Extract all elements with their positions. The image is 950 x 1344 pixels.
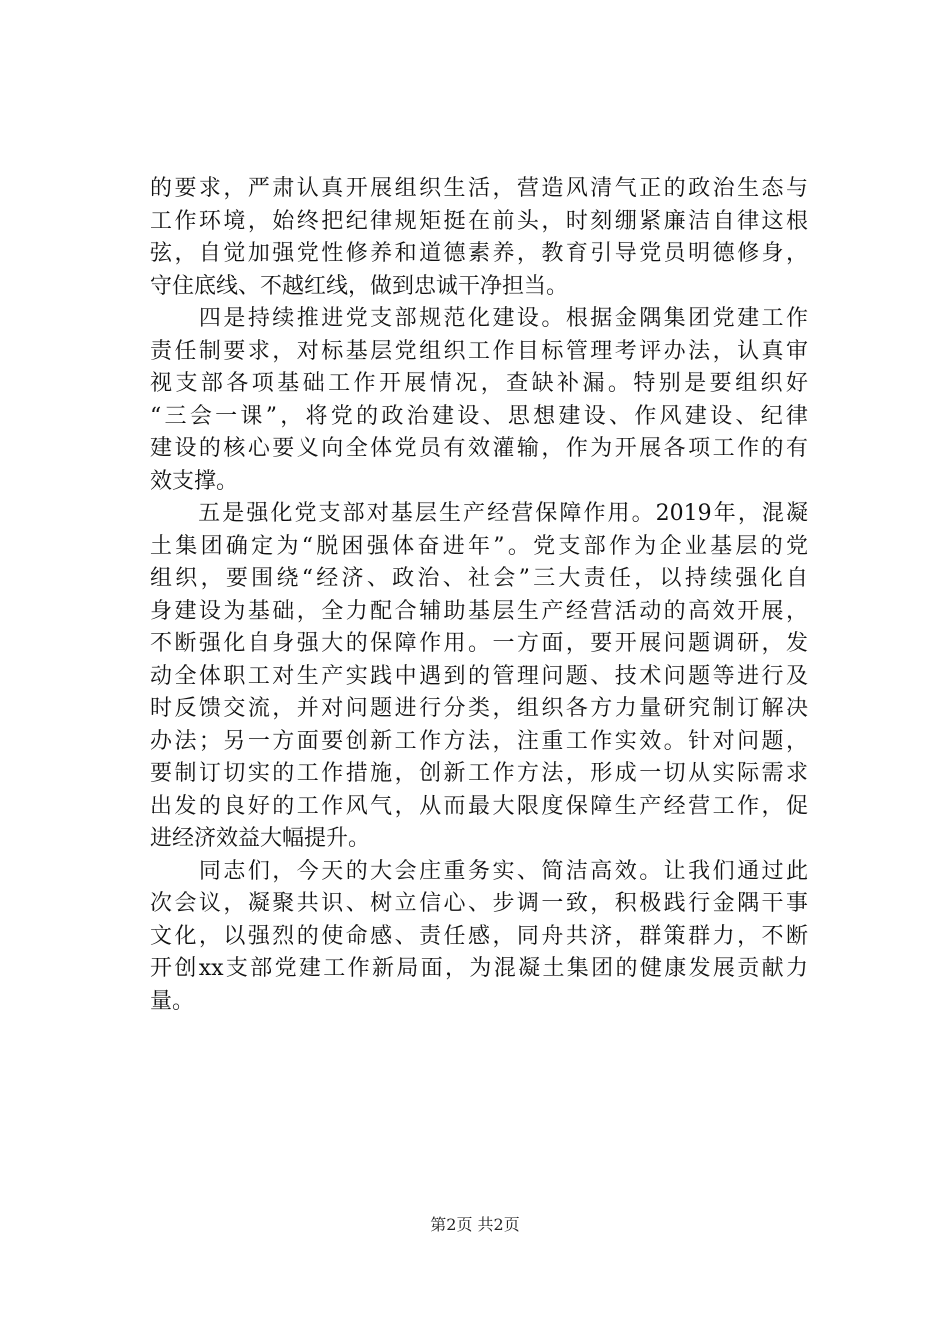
- text-line: 要制订切实的工作措施，创新工作方法，形成一切从实际需求: [150, 761, 808, 786]
- text-line: 视支部各项基础工作开展情况，查缺补漏。特别是要组织好: [150, 371, 808, 396]
- text-line: 动全体职工对生产实践中遇到的管理问题、技术问题等进行及: [150, 663, 808, 689]
- text-line: 文化，以强烈的使命感、责任感，同舟共济，群策群力，不断: [150, 923, 808, 949]
- text-line: 出发的良好的工作风气，从而最大限度保障生产经营工作，促: [150, 793, 808, 819]
- text-line: 责任制要求，对标基层党组织工作目标管理考评办法，认真审: [150, 338, 808, 364]
- text-line: 土集团确定为“脱困强体奋进年”。党支部作为企业基层的党: [150, 533, 808, 559]
- text-line: 量。: [150, 988, 195, 1014]
- text-line: 弦，自觉加强党性修养和道德素养，教育引导党员明德修身，: [150, 241, 808, 266]
- text-line: “三会一课”，将党的政治建设、思想建设、作风建设、纪律: [150, 403, 808, 429]
- text-line: 四是持续推进党支部规范化建设。根据金隅集团党建工作: [150, 306, 808, 331]
- text-line: 效支撑。: [150, 468, 239, 494]
- text-line: 的要求，严肃认真开展组织生活，营造风清气正的政治生态与: [150, 176, 808, 201]
- text-line: 时反馈交流，并对问题进行分类，组织各方力量研究制订解决: [150, 696, 808, 721]
- text-line: 守住底线、不越红线，做到忠诚干净担当。: [150, 273, 569, 299]
- text-line: 次会议，凝聚共识、树立信心、步调一致，积极践行金隅干事: [150, 891, 808, 916]
- text-line: 组织，要围绕“经济、政治、社会”三大责任，以持续强化自: [150, 566, 808, 591]
- text-line: 身建设为基础，全力配合辅助基层生产经营活动的高效开展，: [150, 598, 808, 624]
- text-line: 开创xx支部党建工作新局面，为混凝土集团的健康发展贡献力: [150, 956, 808, 981]
- document-body: [150, 173, 808, 1018]
- text-line: 办法；另一方面要创新工作方法，注重工作实效。针对问题，: [150, 728, 808, 754]
- text-line: 建设的核心要义向全体党员有效灌输，作为开展各项工作的有: [150, 436, 808, 461]
- text-line: 不断强化自身强大的保障作用。一方面，要开展问题调研，发: [150, 631, 808, 656]
- text-line: 工作环境，始终把纪律规矩挺在前头，时刻绷紧廉洁自律这根: [150, 208, 808, 234]
- page-number-footer: 第2页 共2页: [430, 1215, 520, 1234]
- text-line: 同志们，今天的大会庄重务实、简洁高效。让我们通过此: [150, 858, 808, 884]
- text-line: 五是强化党支部对基层生产经营保障作用。2019年，混凝: [150, 501, 808, 526]
- text-line: 进经济效益大幅提升。: [150, 826, 371, 851]
